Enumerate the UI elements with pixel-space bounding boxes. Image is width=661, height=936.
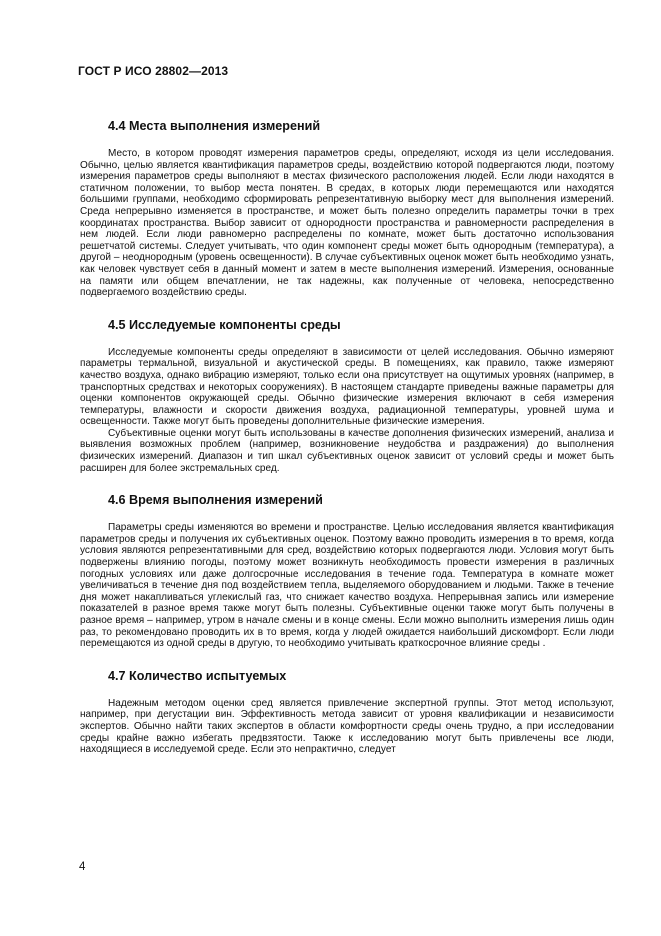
section-title: 4.7 Количество испытуемых — [108, 668, 287, 683]
section-4-4 — [80, 118, 614, 299]
document-body — [80, 118, 614, 756]
paragraph: Субъективные оценки могут быть использованы в качестве дополнения физических измерений, анализа и выявления возможных проблем (например, возникновение неудобства и раздражения) до выполнения физических измерений. Диапазон и тип шкал субъективных оценок зависит от условий среды и может быть расширен для более экстремальных сред. — [80, 427, 614, 474]
section-title: 4.5 Исследуемые компоненты среды — [108, 317, 341, 332]
document-header: ГОСТ Р ИСО 28802—2013 — [78, 64, 229, 78]
section-4-7 — [80, 668, 614, 756]
paragraph: Параметры среды изменяются во времени и пространстве. Целью исследования является квантификация параметров среды и получения их субъективных оценок. Поэтому важно проводить измерения в то время, когда условия являются репрезентативными для сред, воздействию которых подвергаются люди. Условия могут быть подвержены влиянию погоды, поэтому может возникнуть необходимость провести измерения в различных погодных условиях или даже долгосрочные исследования в течение года. Температура в комнате может увеличиваться в течение дня под воздействием тепла, выделяемого оборудованием и людьми. Также в течение дня может накапливаться углекислый газ, что снижает качество воздуха. Непрерывная запись или измерение показателей в разное время также могут быть полезны. Субъективные оценки также могут быть получены в разное время – например, утром в начале смены и в конце смены. Если можно выполнить измерения лишь один раз, то рекомендовано проводить их в то время, когда у людей ожидается наибольший дискомфорт. Если люди перемещаются из одной среды в другую, то необходимо учитывать краткосрочное влияние среды . — [80, 522, 614, 650]
section-4-6 — [80, 492, 614, 650]
paragraph: Место, в котором проводят измерения параметров среды, определяют, исходя из цели исследования. Обычно, целью является квантификация параметров среды, воздействию которой подвергаются люди, поэтому измерения параметров среды выполняют в местах физического расположения людей. Если люди находятся в статичном положении, то выбор места понятен. В средах, в которых люди перемещаются или находятся большими группами, необходимо сформировать репрезентативную выборку мест для выполнения измерений. Среда непрерывно изменяется в пространстве, и может быть полезно определить параметры точки в трех координатах пространства. Выбор зависит от однородности пространства и равномерности распределения в нем людей. Если люди равномерно распределены по комнате, может быть достаточно использования решетчатой системы. Следует учитывать, что один компонент среды может быть однородным (температура), а другой – неоднородным (уровень освещенности). В случае субъективных оценок может быть необходимо узнать, как человек чувствует себя в данный момент и затем в месте выполнения измерений. Измерения, основанные на памяти или общем впечатлении, не так надежны, как полученные от человека, непосредственно подвергаемого воздействию среды. — [80, 148, 614, 299]
page-number: 4 — [79, 861, 86, 873]
section-spacer — [80, 474, 614, 492]
section-4-5 — [80, 317, 614, 475]
paragraph: Исследуемые компоненты среды определяют в зависимости от целей исследования. Обычно измеряют параметры термальной, визуальной и акустической среды. В помещениях, как правило, также измеряют качество воздуха, однако вибрацию измеряют, только если она присутствует на ощутимых уровнях (например, в транспортных средствах и некоторых сооружениях). В настоящем стандарте приведены важные параметры для оценки компонентов окружающей среды. Обычно физические измерения включают в себя измерения температуры, влажности и скорости движения воздуха, радиационной температуры, уровней шума и освещенности. Также могут быть проведены дополнительные физические измерения. — [80, 346, 614, 428]
section-spacer — [80, 650, 614, 668]
section-title: 4.6 Время выполнения измерений — [108, 493, 323, 508]
paragraph: Надежным методом оценки сред является привлечение экспертной группы. Этот метод используют, например, при дегустации вин. Эффективность метода зависит от уровня квалификации и независимости экспертов. Обычно найти таких экспертов в области комфортности среды очень трудно, а при исследовании среды крайне важно избегать предвзятости. Также к исследованию могут быть привлечены все люди, находящиеся в исследуемой среде. Если это непрактично, следует — [80, 697, 614, 756]
section-title: 4.4 Места выполнения измерений — [108, 119, 321, 133]
section-spacer — [80, 299, 614, 317]
